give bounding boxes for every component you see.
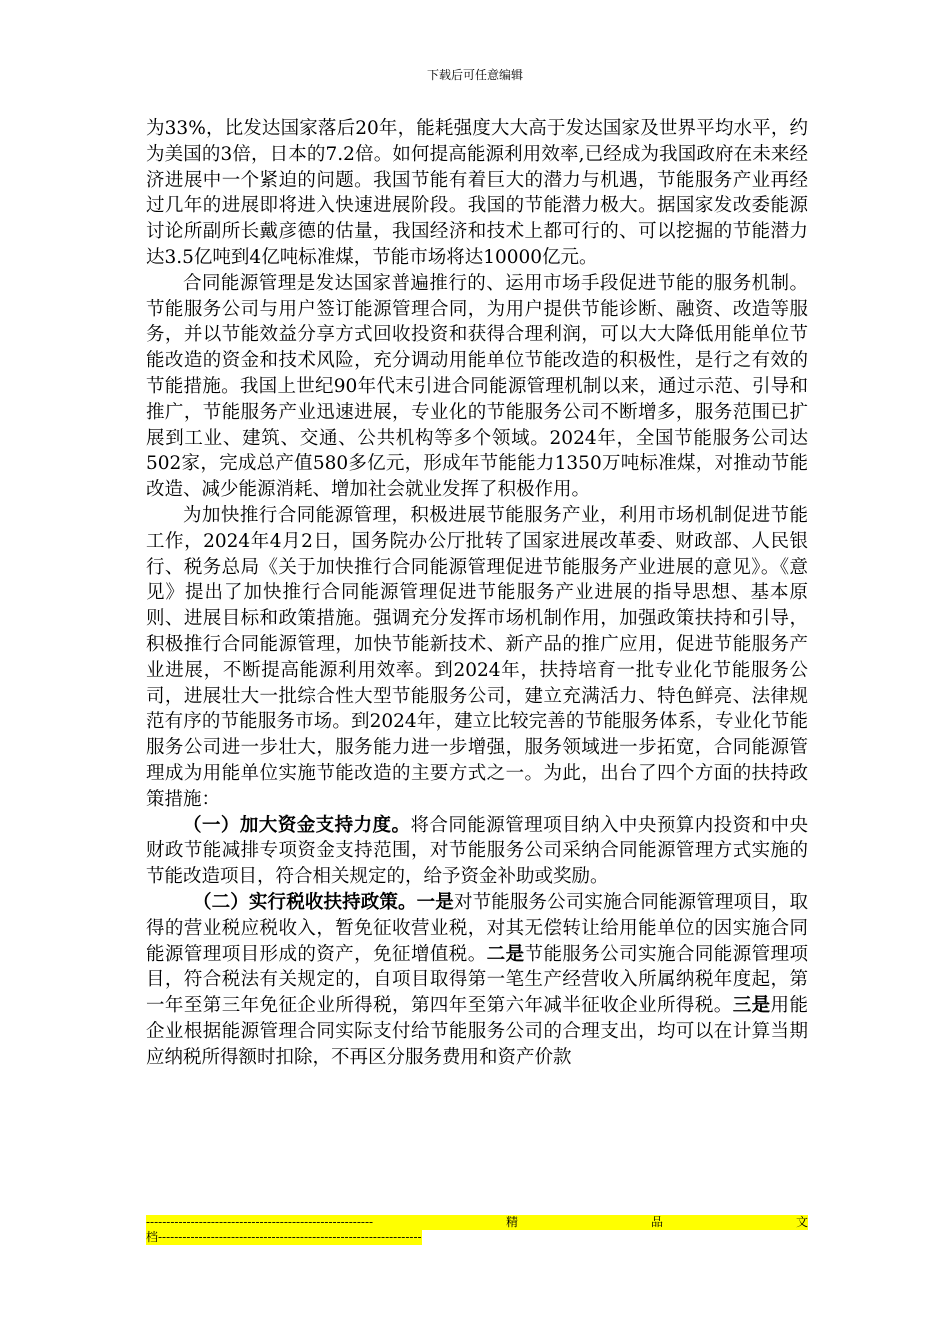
footer-char-2: 品 bbox=[650, 1215, 663, 1229]
point-label-1: 一是 bbox=[416, 891, 454, 913]
paragraph-2: 合同能源管理是发达国家普遍推行的、运用市场手段促进节能的服务机制。节能服务公司与用户签订能源管理合同，为用户提供节能诊断、融资、改造等服务，并以节能效益分享方式回收投资和获得合理利润，可以大大降低用能单位节能改造的资金和技术风险，充分调动用能单位节能改造的积极性，是行之有效的节能措施。我国上世纪90年代末引进合同能源管理机制以来，通过示范、引导和推广，节能服务产业迅速进展，专业化的节能服务公司不断增多，服务范围已扩展到工业、建筑、交通、公共机构等多个领域。2024年，全国节能服务公司达502家，完成总产值580多亿元，形成年节能能力1350万吨标准煤，对推动节能改造、减少能源消耗、增加社会就业发挥了积极作用。 bbox=[146, 272, 808, 501]
point-label-2: 二是 bbox=[486, 943, 525, 965]
footer-line-2: 档----------------------------------------------------------------- bbox=[146, 1230, 422, 1244]
point-text-1: 对节能服务公司实施合同能源管理项目，取得的营业税应税收入，暂免征收营业税，对其无偿转让给用能单位的因实施合同能源管理项目形成的资产，免征增值税。 bbox=[146, 891, 808, 965]
page-footer bbox=[146, 1215, 808, 1245]
section-heading-2: （二）实行税收扶持政策。 bbox=[193, 891, 417, 913]
point-text-2: 节能服务公司实施合同能源管理项目，符合税法有关规定的，自项目取得第一笔生产经营收入所属纳税年度起，第一年至第三年免征企业所得税，第四年至第六年减半征收企业所得税。 bbox=[146, 943, 808, 1017]
paragraph-4 bbox=[146, 813, 808, 890]
footer-line-1 bbox=[146, 1215, 808, 1230]
page-header: 下载后可任意编辑 bbox=[426, 68, 523, 82]
document-body bbox=[146, 116, 808, 1070]
point-label-3: 三是 bbox=[732, 995, 771, 1017]
footer-char-3: 文 bbox=[795, 1215, 808, 1229]
paragraph-5 bbox=[146, 890, 808, 1071]
paragraph-1: 为33%，比发达国家落后20年，能耗强度大大高于发达国家及世界平均水平，约为美国的3倍，日本的7.2倍。如何提高能源利用效率,已经成为我国政府在未来经济进展中一个紧迫的问题。我国节能有着巨大的潜力与机遇，节能服务产业再经过几年的进展即将进入快速进展阶段。我国的节能潜力极大。据国家发改委能源讨论所副所长戴彦德的估量，我国经济和技术上都可行的、可以挖掘的节能潜力达3.5亿吨到4亿吨标准煤，节能市场将达10000亿元。 bbox=[146, 118, 808, 268]
footer-char-1: 精 bbox=[506, 1215, 519, 1229]
section-heading-1: （一）加大资金支持力度。 bbox=[183, 814, 411, 836]
paragraph-3: 为加快推行合同能源管理，积极进展节能服务产业，利用市场机制促进节能工作，2024年4月2日，国务院办公厅批转了国家进展改革委、财政部、人民银行、税务总局《关于加快推行合同能源管理促进节能服务产业进展的意见》。《意见》提出了加快推行合同能源管理促进节能服务产业进展的指导思想、基本原则、进展目标和政策措施。强调充分发挥市场机制作用，加强政策扶持和引导，积极推行合同能源管理，加快节能新技术、新产品的推广应用，促进节能服务产业进展，不断提高能源利用效率。到2024年，扶持培育一批专业化节能服务公司，进展壮大一批综合性大型节能服务公司，建立充满活力、特色鲜亮、法律规范有序的节能服务市场。到2024年，建立比较完善的节能服务体系，专业化节能服务公司进一步壮大，服务能力进一步增强，服务领域进一步拓宽，合同能源管理成为用能单位实施节能改造的主要方式之一。为此，出台了四个方面的扶持政策措施： bbox=[146, 504, 808, 810]
point-text-3: 用能企业根据能源管理合同实际支付给节能服务公司的合理支出，均可以在计算当期应纳税所得额时扣除，不再区分服务费用和资产价款 bbox=[146, 995, 808, 1068]
footer-dashes: -------------------------------------------------------- bbox=[146, 1215, 374, 1229]
paragraph-4-text: 将合同能源管理项目纳入中央预算内投资和中央财政节能减排专项资金支持范围，对节能服务公司采纳合同能源管理方式实施的节能改造项目，符合相关规定的，给予资金补助或奖励。 bbox=[146, 814, 808, 888]
